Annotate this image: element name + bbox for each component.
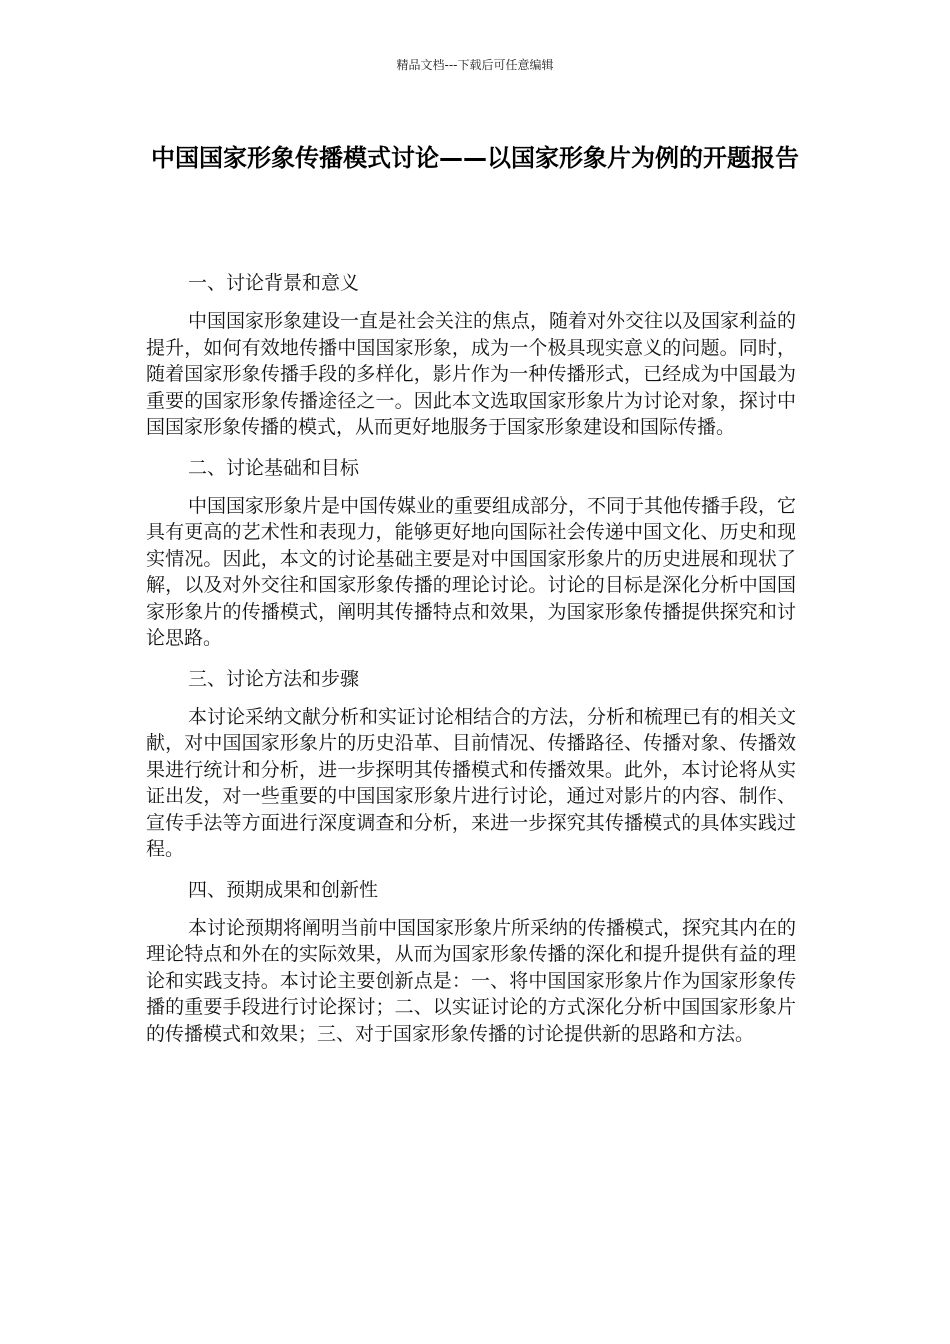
section-heading: 二、讨论基础和目标 [188, 456, 360, 479]
section-basis-goals [146, 455, 796, 652]
section-paragraph: 本讨论预期将阐明当前中国国家形象片所采纳的传播模式，探究其内在的理论特点和外在的实际效果，从而为国家形象传播的深化和提升提供有益的理论和实践支持。本讨论主要创新点是：一、将中国国家形象片作为国家形象传播的重要手段进行讨论探讨；二、以实证讨论的方式深化分析中国国家形象片的传播模式和效果；三、对于国家形象传播的讨论提供新的思路和方法。 [146, 916, 797, 1045]
section-outcomes [146, 877, 796, 1048]
section-background [146, 270, 796, 441]
document-body [146, 270, 796, 1061]
section-paragraph: 中国国家形象建设一直是社会关注的焦点，随着对外交往以及国家利益的提升，如何有效地传播中国国家形象，成为一个极具现实意义的问题。同时，随着国家形象传播手段的多样化，影片作为一种传播形式，已经成为中国最为重要的国家形象传播途径之一。因此本文选取国家形象片为讨论对象，探讨中国国家形象传播的模式，从而更好地服务于国家形象建设和国际传播。 [146, 310, 797, 438]
section-heading: 三、讨论方法和步骤 [188, 667, 360, 690]
section-heading: 一、讨论背景和意义 [188, 272, 360, 294]
section-paragraph: 中国国家形象片是中国传媒业的重要组成部分，不同于其他传播手段，它具有更高的艺术性和表现力，能够更好地向国际社会传递中国文化、历史和现实情况。因此，本文的讨论基础主要是对中国国家形象片的历史进展和现状了解，以及对外交往和国家形象传播的理论讨论。讨论的目标是深化分析中国国家形象片的传播模式，阐明其传播特点和效果，为国家形象传播提供探究和讨论思路。 [146, 494, 797, 649]
running-header: 精品文档---下载后可任意编辑 [396, 58, 554, 72]
document-title: 中国国家形象传播模式讨论——以国家形象片为例的开题报告 [151, 144, 799, 172]
section-methods [146, 666, 796, 863]
section-paragraph: 本讨论采纳文献分析和实证讨论相结合的方法，分析和梳理已有的相关文献，对中国国家形象片的历史沿革、目前情况、传播路径、传播对象、传播效果进行统计和分析，进一步探明其传播模式和传播效果。此外，本讨论将从实证出发，对一些重要的中国国家形象片进行讨论，通过对影片的内容、制作、宣传手法等方面进行深度调查和分析，来进一步探究其传播模式的具体实践过程。 [146, 705, 797, 860]
section-heading: 四、预期成果和创新性 [188, 878, 379, 901]
